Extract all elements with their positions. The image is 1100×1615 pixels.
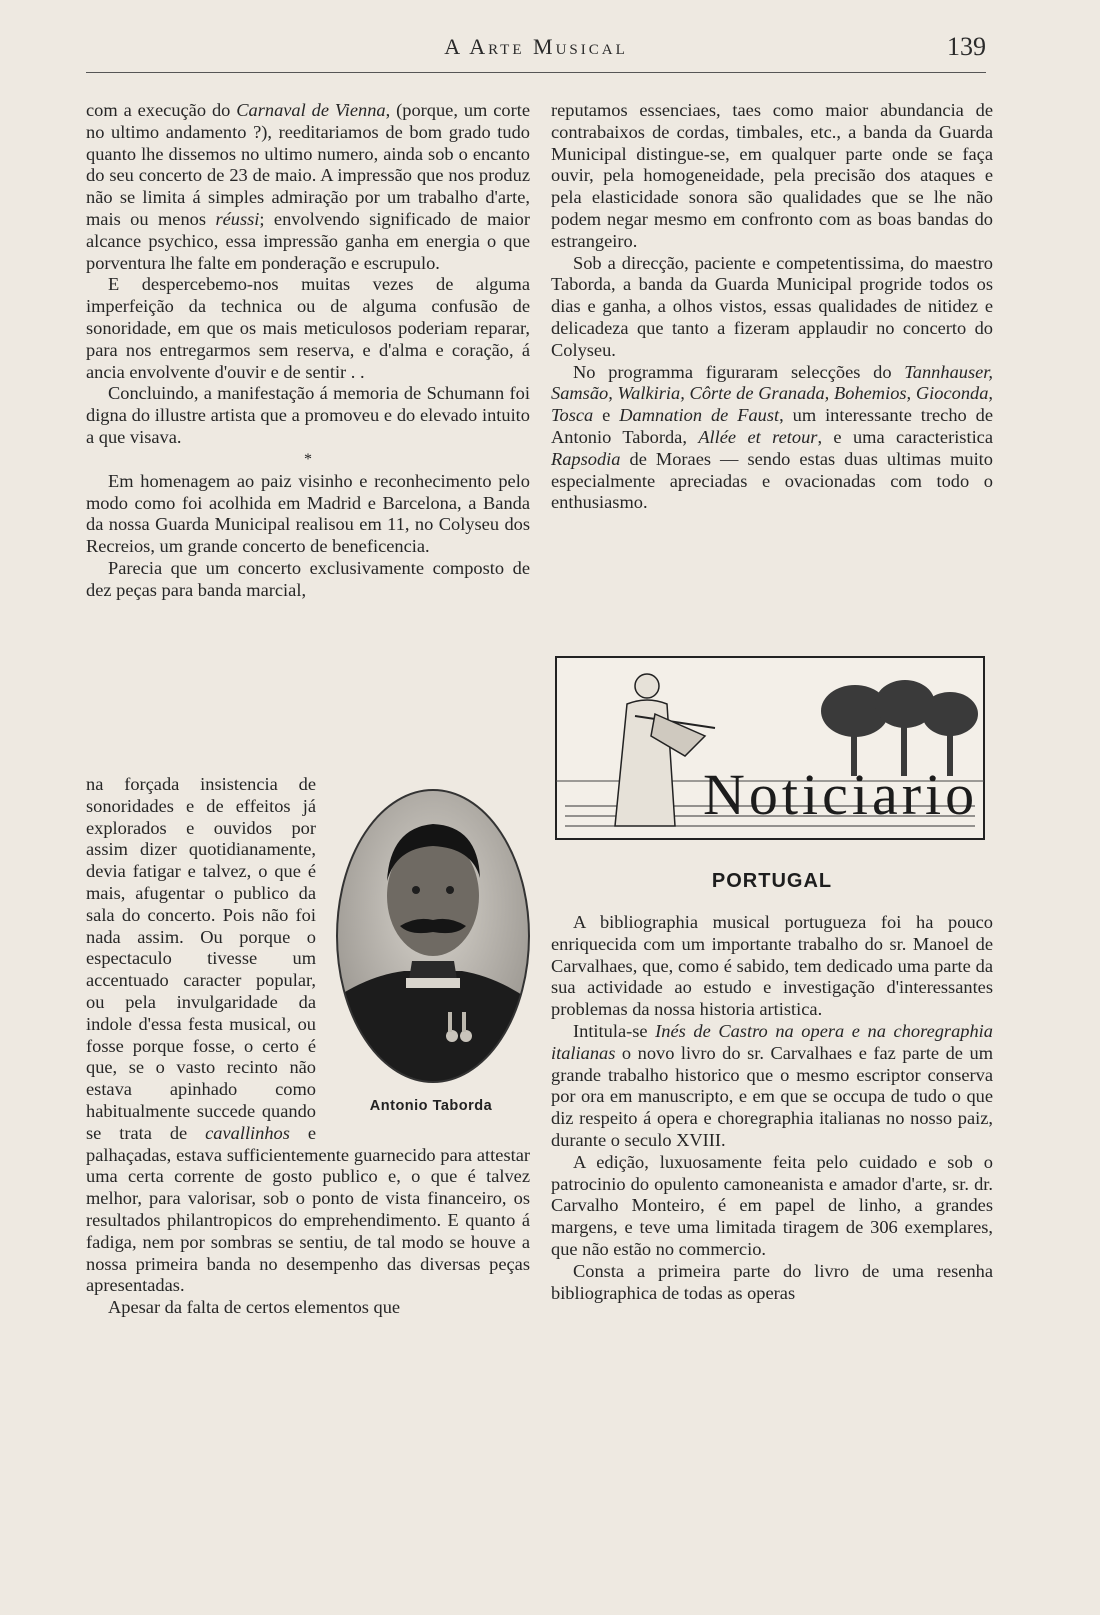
paragraph: na forçada insistencia de sonoridades e de effeitos já explorados e ouvidos por assim dizer quotidianamente, devia fatigar e talvez, o que é mais, afugentar o publico da sala do concerto. Pois não foi nada assim. Ou porque o espectaculo tivesse um accentuado caracter popular, ou pela invulgaridade da indole d'essa festa musical, ou fosse porque fosse, o certo é que, se o vasto recinto não estava apinhado como habitualmente succede quando se trata de cavallinhos e palhaçadas, estava sufficientemente guarnecido para attestar uma certa corrente de gosto publico e, o que é talvez melhor, para valorisar, sob o ponto de vista financeiro, os resultados philantropicos do emprehendimento. E quanto á fadiga, nem por sombras se sentiu, de tal modo se houve a nossa primeira banda no desempenho das diversas peças apresentadas. bbox=[86, 774, 530, 1296]
paragraph: Concluindo, a manifestação á memoria de Schumann foi digna do illustre artista que a promoveu e do elevado intuito a que visava. bbox=[86, 383, 530, 447]
section-heading-portugal: PORTUGAL bbox=[711, 870, 833, 892]
noticiario-banner bbox=[555, 656, 985, 840]
running-title: A Arte Musical bbox=[444, 34, 628, 59]
portrait-photo bbox=[334, 786, 532, 1086]
left-column bbox=[86, 100, 530, 602]
paragraph: A edição, luxuosamente feita pelo cuidado e sob o patrocinio do opulento camoneanista e amador d'arte, sr. dr. Carvalho Monteiro, é em papel de linho, a grandes margens, e teve uma limitada tiragem de 306 exemplares, que não estão no commercio. bbox=[551, 1151, 993, 1259]
paragraph: E despercebemo-nos muitas vezes de alguma imperfeição da technica ou de alguma confusão de sonoridade, em que os mais meticulosos poderiam reparar, para nos entregarmos sem reserva, e d'alma e coração, á ancia envolvente d'ouvir e de sentir . . bbox=[86, 274, 530, 382]
paragraph: com a execução do Carnaval de Vienna, (porque, um corte no ultimo andamento ?), reeditariamos de bom grado tudo quanto lhe dissemos no ultimo numero, ainda sob o encanto do seu concerto de 23 de maio. A impressão que nos produz não se limita á simples admiração por um trabalho d'arte, mais ou menos réussi; envolvendo significado de maior alcance psychico, essa impressão ganha em energia o que porventura lhe falte em ponderação e escrupulo. bbox=[86, 100, 530, 273]
left-column-continued bbox=[86, 774, 530, 1319]
right-column bbox=[551, 100, 993, 514]
portrait-caption: Antonio Taborda bbox=[369, 1098, 493, 1114]
page-header bbox=[86, 30, 986, 76]
portrait-figure bbox=[328, 786, 534, 1128]
banner-title: Noticiario bbox=[703, 762, 979, 827]
paragraph: Parecia que um concerto exclusivamente composto de dez peças para banda marcial, bbox=[86, 557, 530, 600]
section-separator: * bbox=[304, 450, 312, 468]
paragraph: reputamos essenciaes, taes como maior abundancia de contrabaixos de cordas, timbales, etc., a banda da Guarda Municipal distingue-se, em qualquer parte onde se faça ouvir, pela homogeneidade, pela precisão dos ataques e pela elasticidade sonora são qualidades que se lhe não podem negar mesmo em confronto com as boas bandas do estrangeiro. bbox=[551, 100, 993, 251]
right-column-noticiario bbox=[551, 912, 993, 1304]
paragraph: Sob a direcção, paciente e competentissima, do maestro Taborda, a banda da Guarda Municipal progride todos os dias e ganha, a olhos vistos, essas qualidades de nitidez e delicadeza que tanto a fizeram applaudir no concerto do Colyseu. bbox=[551, 252, 993, 360]
paragraph: Intitula-se Inés de Castro na opera e na choregraphia italianas o novo livro do sr. Carvalhaes e faz parte de um grande trabalho historico que o mesmo escriptor conserva por ora em manuscripto, e em que se occupa de tudo o que diz respeito á opera e choregraphia italianas no nosso paiz, durante o seculo XVIII. bbox=[551, 1020, 993, 1150]
paragraph: A bibliographia musical portugueza foi ha pouco enriquecida com um importante trabalho do sr. Manoel de Carvalhaes, que, como é sabido, tem dedicado uma parte da sua actividade ao estudo e investigação d'interessantes problemas da nossa historia artistica. bbox=[551, 912, 993, 1020]
paragraph: Consta a primeira parte do livro de uma resenha bibliographica de todas as operas bbox=[551, 1260, 993, 1303]
header-rule bbox=[86, 72, 986, 73]
paragraph: No programma figuraram selecções do Tannhauser, Samsão, Walkiria, Côrte de Granada, Bohemios, Gioconda, Tosca e Damnation de Faust, um interessante trecho de Antonio Taborda, Allée et retour, e uma caracteristica Rapsodia de Moraes — sendo estas duas ultimas muito especialmente apreciadas e ovacionadas com todo o enthusiasmo. bbox=[551, 361, 994, 513]
page-number: 139 bbox=[947, 32, 986, 61]
paragraph: Em homenagem ao paiz visinho e reconhecimento pelo modo como foi acolhida em Madrid e Barcelona, a Banda da nossa Guarda Municipal realisou em 11, no Colyseu dos Recreios, um grande concerto de beneficencia. bbox=[86, 470, 530, 557]
paragraph: Apesar da falta de certos elementos que bbox=[108, 1297, 401, 1318]
